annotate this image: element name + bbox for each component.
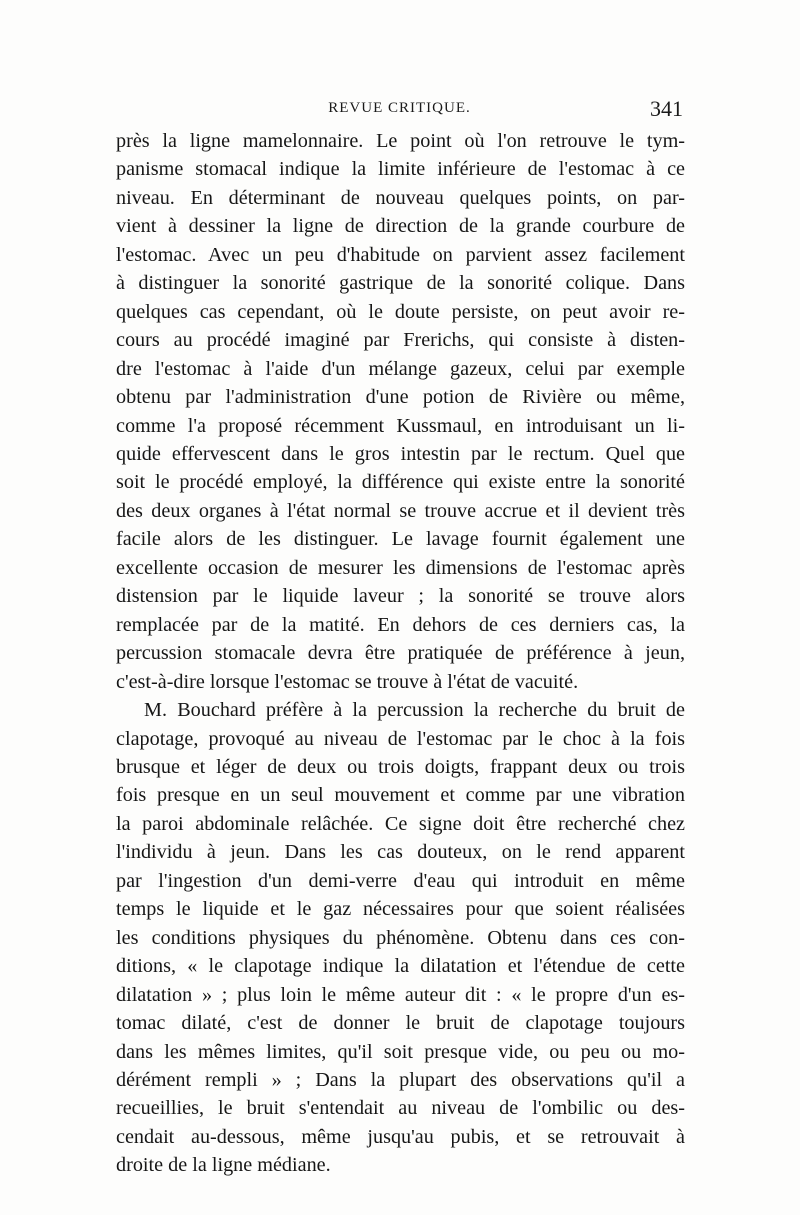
text-line: remplacée par de la matité. En dehors de ces derniers cas, la xyxy=(116,613,685,636)
running-title: REVUE CRITIQUE. xyxy=(328,100,471,116)
text-line: soit le procédé employé, la différence qui existe entre la sonorité xyxy=(116,471,685,494)
body-text xyxy=(116,127,685,1180)
text-line: droite de la ligne médiane. xyxy=(116,1154,331,1177)
text-line: ditions, « le clapotage indique la dilatation et l'étendue de cette xyxy=(116,955,685,978)
text-line: clapotage, provoqué au niveau de l'estomac par le choc à la fois xyxy=(116,727,685,750)
paragraph xyxy=(116,696,685,1180)
text-line: vient à dessiner la ligne de direction de la grande courbure de xyxy=(116,215,685,238)
text-line: par l'ingestion d'un demi-verre d'eau qui introduit en même xyxy=(116,869,685,892)
text-line: facile alors de les distinguer. Le lavage fournit également une xyxy=(116,528,685,551)
text-line: quide effervescent dans le gros intestin par le rectum. Quel que xyxy=(116,442,685,465)
text-line: c'est-à-dire lorsque l'estomac se trouve à l'état de vacuité. xyxy=(116,670,579,693)
text-line: l'estomac. Avec un peu d'habitude on parvient assez facilement xyxy=(116,243,685,266)
text-line: la paroi abdominale relâchée. Ce signe doit être recherché chez xyxy=(116,812,685,835)
text-line: niveau. En déterminant de nouveau quelques points, on par- xyxy=(116,186,685,209)
text-line: fois presque en un seul mouvement et comme par une vibration xyxy=(116,784,685,807)
text-line: à distinguer la sonorité gastrique de la sonorité colique. Dans xyxy=(116,272,685,295)
text-line: quelques cas cependant, où le doute persiste, on peut avoir re- xyxy=(116,300,685,323)
text-line: tomac dilaté, c'est de donner le bruit de clapotage toujours xyxy=(116,1012,685,1035)
text-line: cendait au-dessous, même jusqu'au pubis, et se retrouvait à xyxy=(116,1125,685,1148)
text-line: dre l'estomac à l'aide d'un mélange gazeux, celui par exemple xyxy=(116,357,685,380)
text-line: obtenu par l'administration d'une potion de Rivière ou même, xyxy=(116,386,685,409)
text-line: percussion stomacale devra être pratiquée de préférence à jeun, xyxy=(116,642,685,665)
text-line: brusque et léger de deux ou trois doigts, frappant deux ou trois xyxy=(116,755,685,778)
text-line: panisme stomacal indique la limite inférieure de l'estomac à ce xyxy=(116,158,685,181)
page-number: 341 xyxy=(650,96,683,121)
text-line: les conditions physiques du phénomène. Obtenu dans ces con- xyxy=(116,926,685,949)
text-line: l'individu à jeun. Dans les cas douteux, on le rend apparent xyxy=(116,841,685,864)
text-line: M. Bouchard préfère à la percussion la recherche du bruit de xyxy=(144,699,685,722)
text-line: distension par le liquide laveur ; la sonorité se trouve alors xyxy=(116,585,685,608)
text-line: dans les mêmes limites, qu'il soit presque vide, ou peu ou mo- xyxy=(116,1040,685,1063)
text-line: dérément rempli » ; Dans la plupart des observations qu'il a xyxy=(116,1068,685,1091)
text-line: excellente occasion de mesurer les dimensions de l'estomac après xyxy=(116,556,685,579)
text-line: comme l'a proposé récemment Kussmaul, en introduisant un li- xyxy=(116,414,685,437)
text-line: des deux organes à l'état normal se trouve accrue et il devient très xyxy=(116,499,685,522)
text-line: dilatation » ; plus loin le même auteur dit : « le propre d'un es- xyxy=(116,983,685,1006)
text-line: près la ligne mamelonnaire. Le point où l'on retrouve le tym- xyxy=(116,130,685,152)
page-header xyxy=(116,96,683,126)
paragraph xyxy=(116,127,685,696)
text-line: recueillies, le bruit s'entendait au niveau de l'ombilic ou des- xyxy=(116,1097,685,1120)
text-line: temps le liquide et le gaz nécessaires pour que soient réalisées xyxy=(116,898,685,921)
text-line: cours au procédé imaginé par Frerichs, qui consiste à disten- xyxy=(116,329,685,352)
